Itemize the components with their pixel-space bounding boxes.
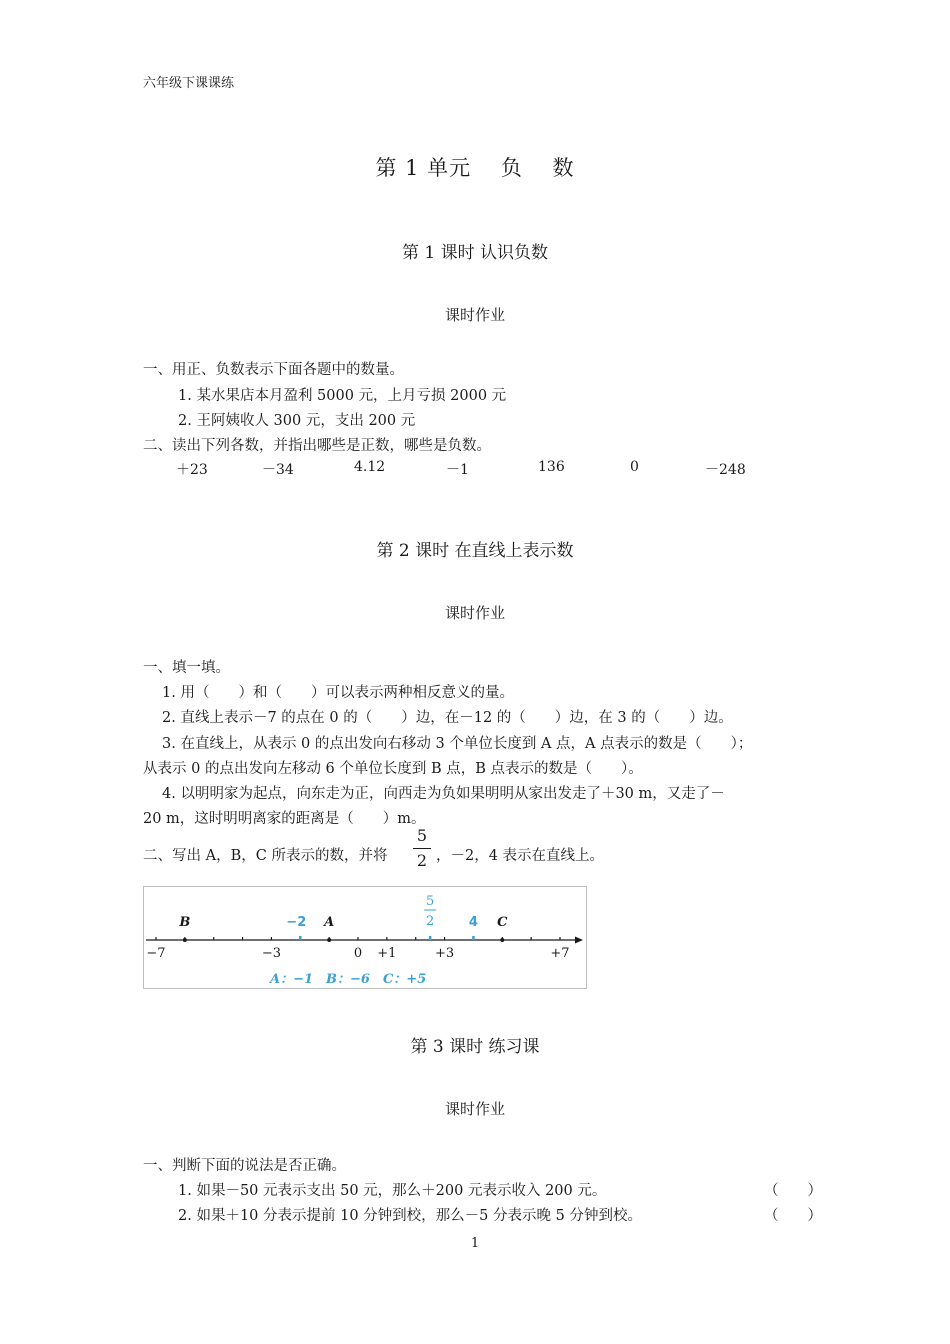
blue-mark-label: −2	[286, 915, 307, 930]
point-dot	[183, 938, 187, 942]
page-number: 1	[470, 1236, 480, 1251]
fraction-bar	[413, 848, 431, 849]
lesson-2-title: 第 2 课时 在直线上表示数	[376, 541, 574, 561]
number-list	[0, 459, 950, 479]
number-item: －248	[705, 462, 746, 478]
arrow-icon	[575, 937, 583, 944]
lesson-3-title: 第 3 课时 练习课	[410, 1037, 540, 1057]
l2-question-2: 二、写出 A，B，C 所表示的数，并将	[143, 848, 388, 864]
l1-question-2: 二、读出下列各数，并指出哪些是正数，哪些是负数。	[143, 438, 491, 454]
tick-label: −3	[261, 946, 282, 961]
lesson-2-homework-label: 课时作业	[444, 604, 505, 622]
l2-item-4-cont: 20 m，这时明明离家的距离是（ ）m。	[143, 811, 426, 827]
page-header: 六年级下课课练	[143, 76, 235, 91]
lesson-1-title: 第 1 课时 认识负数	[401, 243, 549, 263]
number-item: －34	[262, 462, 294, 478]
l2-question-2-cont: ，－2，4 表示在直线上。	[436, 848, 605, 864]
number-item: －1	[446, 462, 469, 478]
l2-item-3-cont: 从表示 0 的点出发向左移动 6 个单位长度到 B 点，B 点表示的数是（ ）。	[143, 761, 643, 777]
fraction-denominator: 2	[416, 851, 428, 870]
l3-item-1: 1. 如果－50 元表示支出 50 元，那么＋200 元表示收入 200 元。	[178, 1183, 607, 1199]
lesson-1-homework-label: 课时作业	[444, 306, 505, 324]
tick-label: −7	[146, 946, 166, 961]
l1-question-1: 一、用正、负数表示下面各题中的数量。	[143, 362, 404, 378]
l2-item-1: 1. 用（ ）和（ ）可以表示两种相反意义的量。	[162, 685, 514, 701]
number-item: 0	[630, 459, 639, 475]
l2-item-2: 2. 直线上表示－7 的点在 0 的（ ）边，在－12 的（ ）边，在 3 的（ ）边。	[162, 710, 733, 726]
l2-item-4: 4. 以明明家为起点，向东走为正，向西走为负如果明明从家出发走了＋30 m，又走了－	[162, 786, 725, 802]
l1-item-1: 1. 某水果店本月盈利 5000 元，上月亏损 2000 元	[178, 388, 507, 404]
number-line-svg	[144, 887, 586, 988]
number-item: ＋23	[176, 462, 208, 478]
point-label: C	[497, 915, 508, 930]
answer-text: A：−1 B：−6 C：+5	[270, 972, 427, 987]
point-label: A	[324, 915, 335, 930]
point-dot	[500, 938, 504, 942]
l2-item-3: 3. 在直线上，从表示 0 的点出发向右移动 3 个单位长度到 A 点，A 点表示的数是（ ）；	[162, 736, 753, 752]
l2-question-1: 一、填一填。	[143, 660, 230, 676]
number-item: 4.12	[354, 459, 386, 475]
unit-title: 第 1 单元 负 数	[375, 156, 575, 180]
answer-paren[interactable]: （ ）	[764, 1183, 822, 1199]
tick-label: +1	[377, 946, 397, 961]
tick-label: +7	[550, 946, 570, 961]
fraction-numerator: 5	[416, 826, 428, 845]
l3-question-1: 一、判断下面的说法是否正确。	[143, 1158, 346, 1174]
number-item: 136	[538, 459, 565, 475]
point-dot	[327, 938, 331, 942]
point-label: B	[179, 915, 191, 930]
blue-fraction-numerator: 5	[426, 894, 435, 909]
tick-label: +3	[434, 946, 455, 961]
tick-label: 0	[353, 946, 363, 961]
blue-fraction-denominator: 2	[426, 914, 435, 929]
l1-item-2: 2. 王阿姨收人 300 元，支出 200 元	[178, 413, 416, 429]
number-line-figure	[143, 886, 587, 989]
fraction-five-halves	[412, 826, 432, 871]
blue-mark-label: 4	[468, 915, 478, 930]
l3-item-2: 2. 如果＋10 分表示提前 10 分钟到校，那么－5 分表示晚 5 分钟到校。	[178, 1208, 642, 1224]
lesson-3-homework-label: 课时作业	[444, 1100, 505, 1118]
answer-paren[interactable]: （ ）	[764, 1208, 822, 1224]
